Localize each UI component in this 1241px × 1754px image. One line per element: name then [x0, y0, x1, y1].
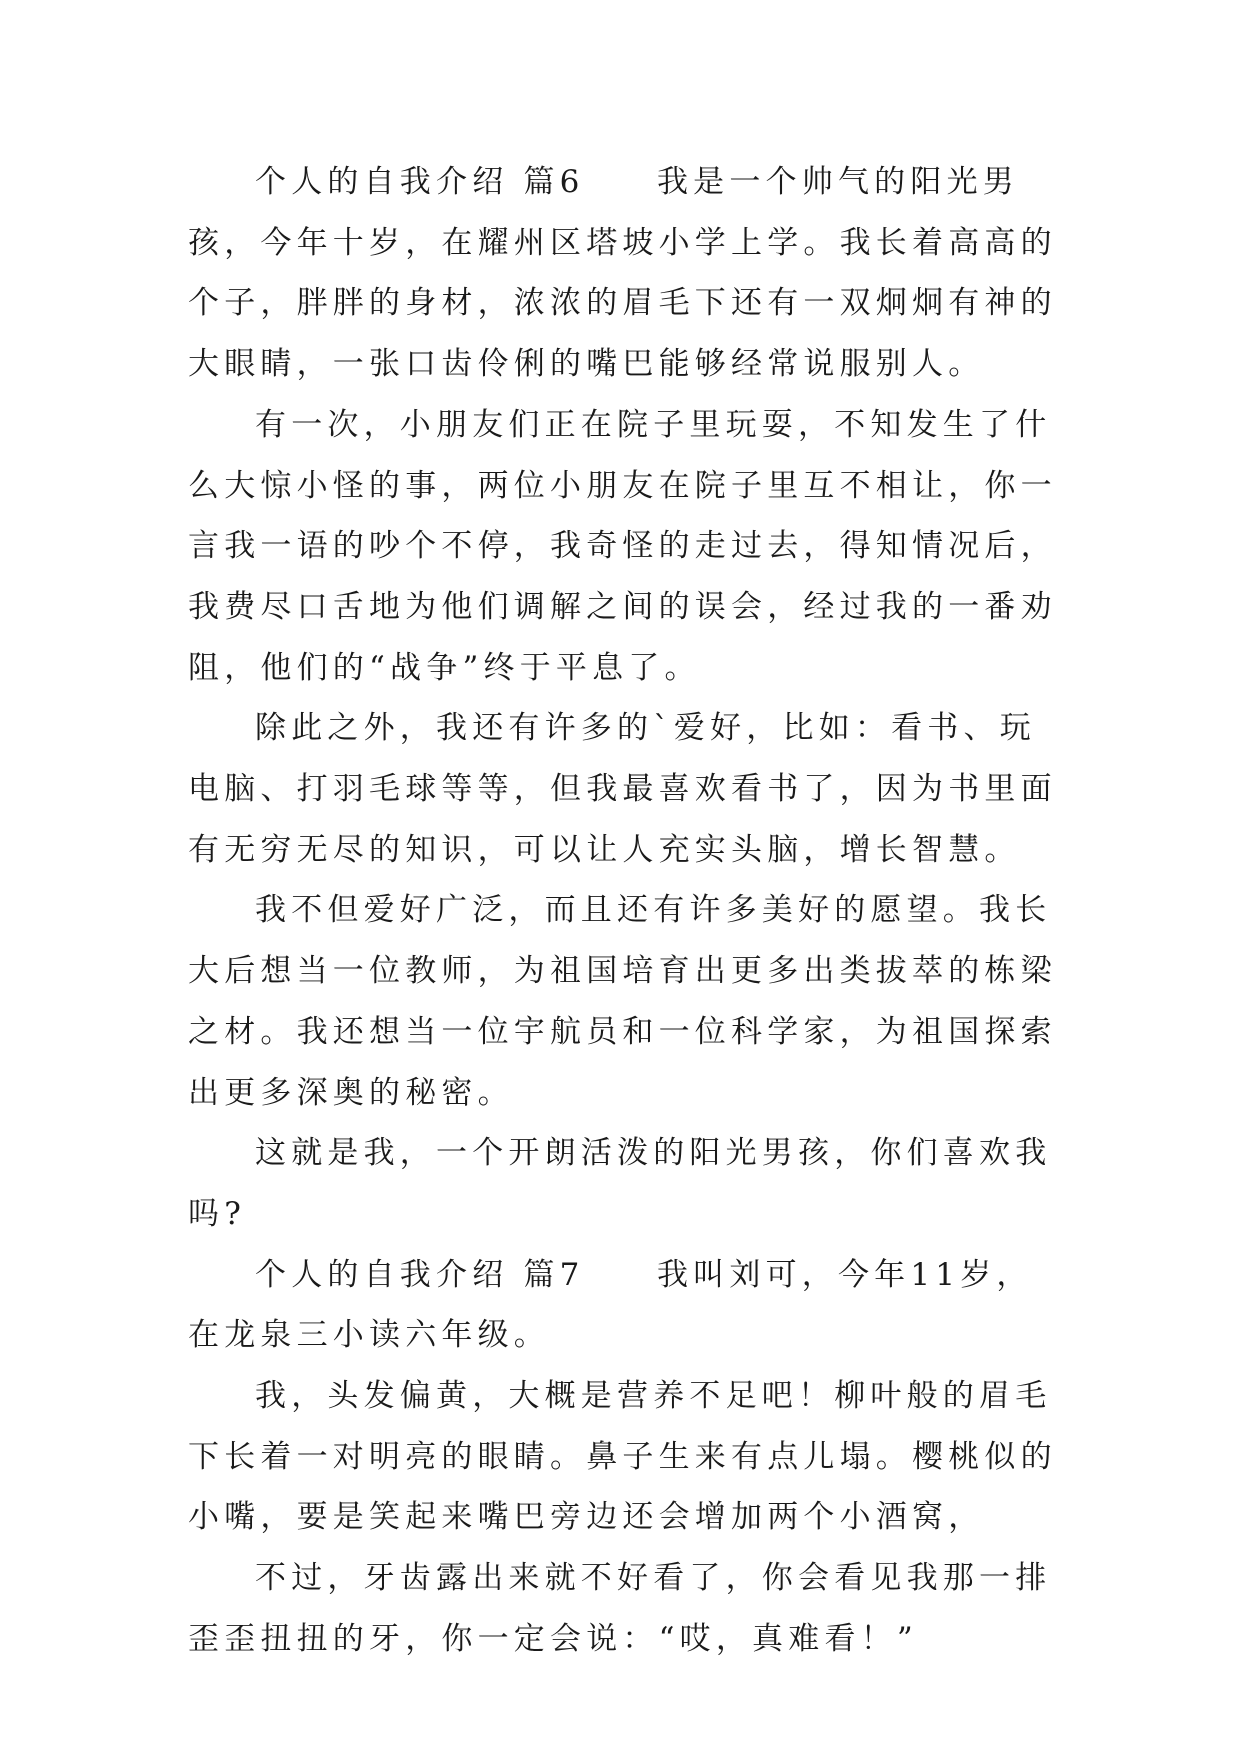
body-text	[188, 152, 1058, 1670]
paragraph-6: 个人的自我介绍 篇7 我叫刘可，今年11岁，在龙泉三小读六年级。	[188, 1256, 1033, 1354]
paragraph-8: 不过，牙齿露出来就不好看了，你会看见我那一排歪歪扭扭的牙，你一定会说：“哎，真难看！”	[188, 1560, 1052, 1657]
paragraph-2: 有一次，小朋友们正在院子里玩耍，不知发生了什么大惊小怪的事，两位小朋友在院子里互不相让，你一言我一语的吵个不停，我奇怪的走过去，得知情况后，我费尽口舌地为他们调解之间的误会，经过我的一番劝阻，他们的“战争”终于平息了。	[188, 406, 1057, 686]
paragraph-4: 我不但爱好广泛，而且还有许多美好的愿望。我长大后想当一位教师，为祖国培育出更多出类拔萃的栋梁之材。我还想当一位宇航员和一位科学家，为祖国探索出更多深奥的秘密。	[188, 892, 1057, 1111]
paragraph-1: 个人的自我介绍 篇6 我是一个帅气的阳光男孩，今年十岁，在耀州区塔坡小学上学。我长着高高的个子，胖胖的身材，浓浓的眉毛下还有一双炯炯有神的大眼睛，一张口齿伶俐的嘴巴能够经常说服别人。	[188, 164, 1057, 383]
paragraph-3: 除此之外，我还有许多的`爱好，比如：看书、玩电脑、打羽毛球等等，但我最喜欢看书了，因为书里面有无穷无尽的知识，可以让人充实头脑，增长智慧。	[188, 710, 1057, 868]
paragraph-7: 我，头发偏黄，大概是营养不足吧！柳叶般的眉毛下长着一对明亮的眼睛。鼻子生来有点儿塌。樱桃似的小嘴，要是笑起来嘴巴旁边还会增加两个小酒窝，	[188, 1378, 1057, 1536]
paragraph-5: 这就是我，一个开朗活泼的阳光男孩，你们喜欢我吗?	[188, 1135, 1052, 1232]
